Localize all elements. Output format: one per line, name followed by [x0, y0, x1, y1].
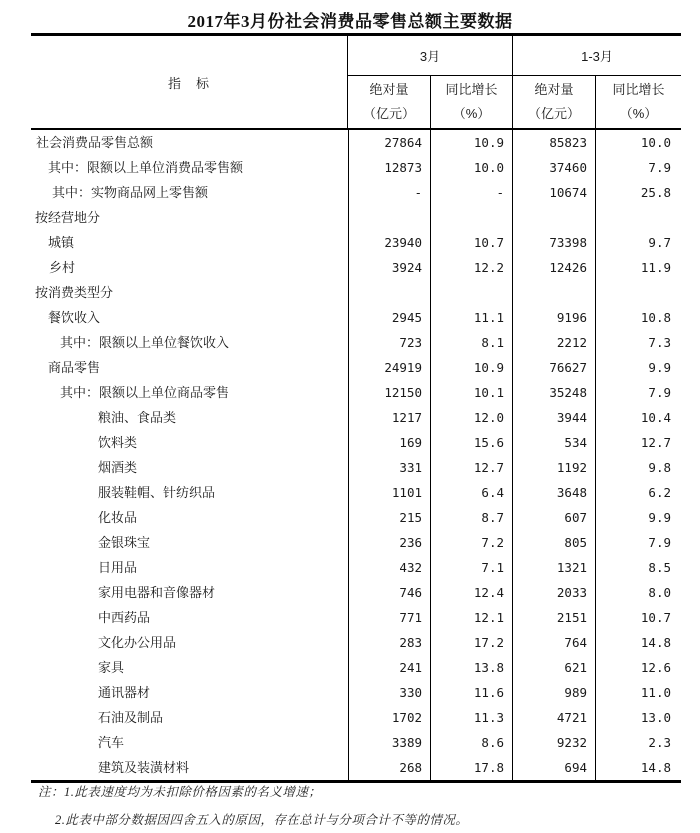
measure-label: 同比增长: [445, 82, 498, 97]
cell-value: 12.1: [430, 605, 512, 630]
table-row: [31, 480, 681, 505]
cell-value: 1217: [348, 405, 430, 430]
cell-value: 12.7: [595, 430, 681, 455]
table-row: [31, 530, 681, 555]
cell-value: 9.9: [595, 355, 681, 380]
cell-value: 1702: [348, 705, 430, 730]
table-row: [31, 705, 681, 730]
row-label: 按消费类型分: [35, 285, 114, 300]
cell-value: 10674: [512, 180, 595, 205]
data-table: [31, 33, 681, 783]
cell-value: 73398: [512, 230, 595, 255]
cell-value: 37460: [512, 155, 595, 180]
cell-value: 27864: [348, 130, 430, 155]
footnotes: [38, 782, 678, 828]
cell-value: 12873: [348, 155, 430, 180]
cell-value: 9.7: [595, 230, 681, 255]
cell-value: 10.7: [430, 230, 512, 255]
cell-value: 3924: [348, 255, 430, 280]
table-row: [31, 155, 681, 180]
cell-value: 10.7: [595, 605, 681, 630]
cell-value: 7.1: [430, 555, 512, 580]
table-row: [31, 305, 681, 330]
row-label: 饮料类: [98, 435, 138, 450]
cell-value: 607: [512, 505, 595, 530]
measure-unit: （%）: [452, 106, 491, 121]
table-row: [31, 680, 681, 705]
cell-value: 621: [512, 655, 595, 680]
cell-value: 6.4: [430, 480, 512, 505]
cell-value: 723: [348, 330, 430, 355]
measure-header-growth-jan-mar: [595, 76, 681, 128]
cell-value: 1101: [348, 480, 430, 505]
cell-value: 9.8: [595, 455, 681, 480]
cell-value: [348, 205, 430, 230]
row-label: 其中：实物商品网上零售额: [52, 185, 209, 200]
cell-value: 11.3: [430, 705, 512, 730]
cell-value: 13.0: [595, 705, 681, 730]
cell-value: 24919: [348, 355, 430, 380]
cell-value: 241: [348, 655, 430, 680]
cell-value: 7.9: [595, 530, 681, 555]
cell-value: [348, 280, 430, 305]
row-label: 乡村: [49, 260, 76, 275]
row-label: 按经营地分: [35, 210, 101, 225]
cell-value: 12.7: [430, 455, 512, 480]
measure-header-absolute-jan-mar: [512, 76, 595, 128]
table-row: [31, 455, 681, 480]
row-label: 汽车: [98, 735, 125, 750]
cell-value: 8.1: [430, 330, 512, 355]
cell-value: 12426: [512, 255, 595, 280]
cell-value: [512, 280, 595, 305]
cell-value: 283: [348, 630, 430, 655]
cell-value: 2945: [348, 305, 430, 330]
cell-value: 15.6: [430, 430, 512, 455]
cell-value: 1192: [512, 455, 595, 480]
row-label: 金银珠宝: [98, 535, 151, 550]
cell-value: 10.9: [430, 130, 512, 155]
cell-value: 7.9: [595, 380, 681, 405]
cell-value: 8.0: [595, 580, 681, 605]
cell-value: 2.3: [595, 730, 681, 755]
row-label: 日用品: [98, 560, 138, 575]
cell-value: 12.2: [430, 255, 512, 280]
table-row: [31, 580, 681, 605]
table-header: [31, 36, 681, 130]
table-row: [31, 230, 681, 255]
cell-value: [430, 280, 512, 305]
cell-value: 17.8: [430, 755, 512, 780]
cell-value: 10.0: [595, 130, 681, 155]
cell-value: 3389: [348, 730, 430, 755]
row-label: 烟酒类: [98, 460, 138, 475]
cell-value: 13.8: [430, 655, 512, 680]
cell-value: 1321: [512, 555, 595, 580]
row-label: 社会消费品零售总额: [36, 135, 154, 150]
cell-value: 12.0: [430, 405, 512, 430]
cell-value: 8.7: [430, 505, 512, 530]
row-label: 中西药品: [98, 610, 151, 625]
cell-value: 764: [512, 630, 595, 655]
cell-value: 3944: [512, 405, 595, 430]
cell-value: 3648: [512, 480, 595, 505]
row-label: 粮油、食品类: [98, 410, 177, 425]
cell-value: 14.8: [595, 630, 681, 655]
table-row: [31, 280, 681, 305]
row-label: 城镇: [48, 235, 75, 250]
cell-value: 236: [348, 530, 430, 555]
cell-value: -: [348, 180, 430, 205]
cell-value: 10.1: [430, 380, 512, 405]
cell-value: 989: [512, 680, 595, 705]
table-row: [31, 555, 681, 580]
indicator-header-cell: 指 标: [31, 36, 348, 128]
table-row: [31, 405, 681, 430]
cell-value: [430, 205, 512, 230]
cell-value: 12150: [348, 380, 430, 405]
table-row: [31, 205, 681, 230]
cell-value: 8.6: [430, 730, 512, 755]
note-line: 注：1.此表速度均为未扣除价格因素的名义增速；: [38, 785, 322, 799]
cell-value: 4721: [512, 705, 595, 730]
note-line: 2.此表中部分数据因四舍五入的原因，存在总计与分项合计不等的情况。: [55, 813, 469, 827]
measure-label: 绝对量: [369, 82, 409, 97]
cell-value: 11.9: [595, 255, 681, 280]
cell-value: 12.6: [595, 655, 681, 680]
measure-header-absolute-march: [348, 76, 430, 128]
cell-value: 331: [348, 455, 430, 480]
cell-value: 215: [348, 505, 430, 530]
measure-label: 同比增长: [612, 82, 665, 97]
table-body: [31, 130, 681, 780]
table-row: [31, 130, 681, 155]
cell-value: 10.8: [595, 305, 681, 330]
cell-value: 11.0: [595, 680, 681, 705]
table-row: [31, 755, 681, 780]
cell-value: 9232: [512, 730, 595, 755]
table-row: [31, 605, 681, 630]
cell-value: 7.9: [595, 155, 681, 180]
cell-value: [595, 280, 681, 305]
row-label: 文化办公用品: [98, 635, 177, 650]
row-label: 建筑及装潢材料: [98, 760, 190, 775]
cell-value: 534: [512, 430, 595, 455]
row-label: 化妆品: [98, 510, 138, 525]
cell-value: 330: [348, 680, 430, 705]
row-label: 餐饮收入: [48, 310, 101, 325]
measure-unit: （亿元）: [362, 106, 415, 121]
measure-label: 绝对量: [534, 82, 574, 97]
row-label: 其中：限额以上单位商品零售: [60, 385, 230, 400]
cell-value: 268: [348, 755, 430, 780]
cell-value: 10.4: [595, 405, 681, 430]
page-title: 2017年3月份社会消费品零售总额主要数据: [187, 12, 513, 31]
cell-value: 10.9: [430, 355, 512, 380]
row-label: 家用电器和音像器材: [98, 585, 216, 600]
cell-value: 25.8: [595, 180, 681, 205]
month-header-march: 3月: [348, 36, 512, 76]
cell-value: 11.6: [430, 680, 512, 705]
cell-value: [595, 205, 681, 230]
table-row: [31, 380, 681, 405]
cell-value: 2033: [512, 580, 595, 605]
measure-unit: （%）: [619, 106, 658, 121]
cell-value: 9.9: [595, 505, 681, 530]
cell-value: 14.8: [595, 755, 681, 780]
table-row: [31, 730, 681, 755]
cell-value: 694: [512, 755, 595, 780]
row-label: 石油及制品: [98, 710, 164, 725]
measure-header-growth-march: [430, 76, 512, 128]
cell-value: 432: [348, 555, 430, 580]
cell-value: 771: [348, 605, 430, 630]
row-label: 家具: [98, 660, 125, 675]
row-label: 其中：限额以上单位餐饮收入: [60, 335, 230, 350]
row-label: 通讯器材: [98, 685, 151, 700]
table-row: [31, 180, 681, 205]
cell-value: 2151: [512, 605, 595, 630]
cell-value: 10.0: [430, 155, 512, 180]
cell-value: 17.2: [430, 630, 512, 655]
cell-value: 9196: [512, 305, 595, 330]
table-row: [31, 430, 681, 455]
month-header-jan-mar: 1-3月: [512, 36, 681, 76]
cell-value: 12.4: [430, 580, 512, 605]
table-row: [31, 330, 681, 355]
cell-value: 85823: [512, 130, 595, 155]
cell-value: 35248: [512, 380, 595, 405]
row-label: 服装鞋帽、针纺织品: [98, 485, 216, 500]
row-label: 其中：限额以上单位消费品零售额: [48, 160, 244, 175]
cell-value: 805: [512, 530, 595, 555]
row-label: 商品零售: [48, 360, 101, 375]
cell-value: -: [430, 180, 512, 205]
cell-value: 2212: [512, 330, 595, 355]
cell-value: 7.2: [430, 530, 512, 555]
cell-value: 8.5: [595, 555, 681, 580]
cell-value: [512, 205, 595, 230]
cell-value: 11.1: [430, 305, 512, 330]
cell-value: 7.3: [595, 330, 681, 355]
cell-value: 76627: [512, 355, 595, 380]
cell-value: 6.2: [595, 480, 681, 505]
table-row: [31, 355, 681, 380]
measure-unit: （亿元）: [527, 106, 580, 121]
table-row: [31, 255, 681, 280]
cell-value: 169: [348, 430, 430, 455]
cell-value: 746: [348, 580, 430, 605]
table-row: [31, 505, 681, 530]
table-row: [31, 630, 681, 655]
table-row: [31, 655, 681, 680]
cell-value: 23940: [348, 230, 430, 255]
